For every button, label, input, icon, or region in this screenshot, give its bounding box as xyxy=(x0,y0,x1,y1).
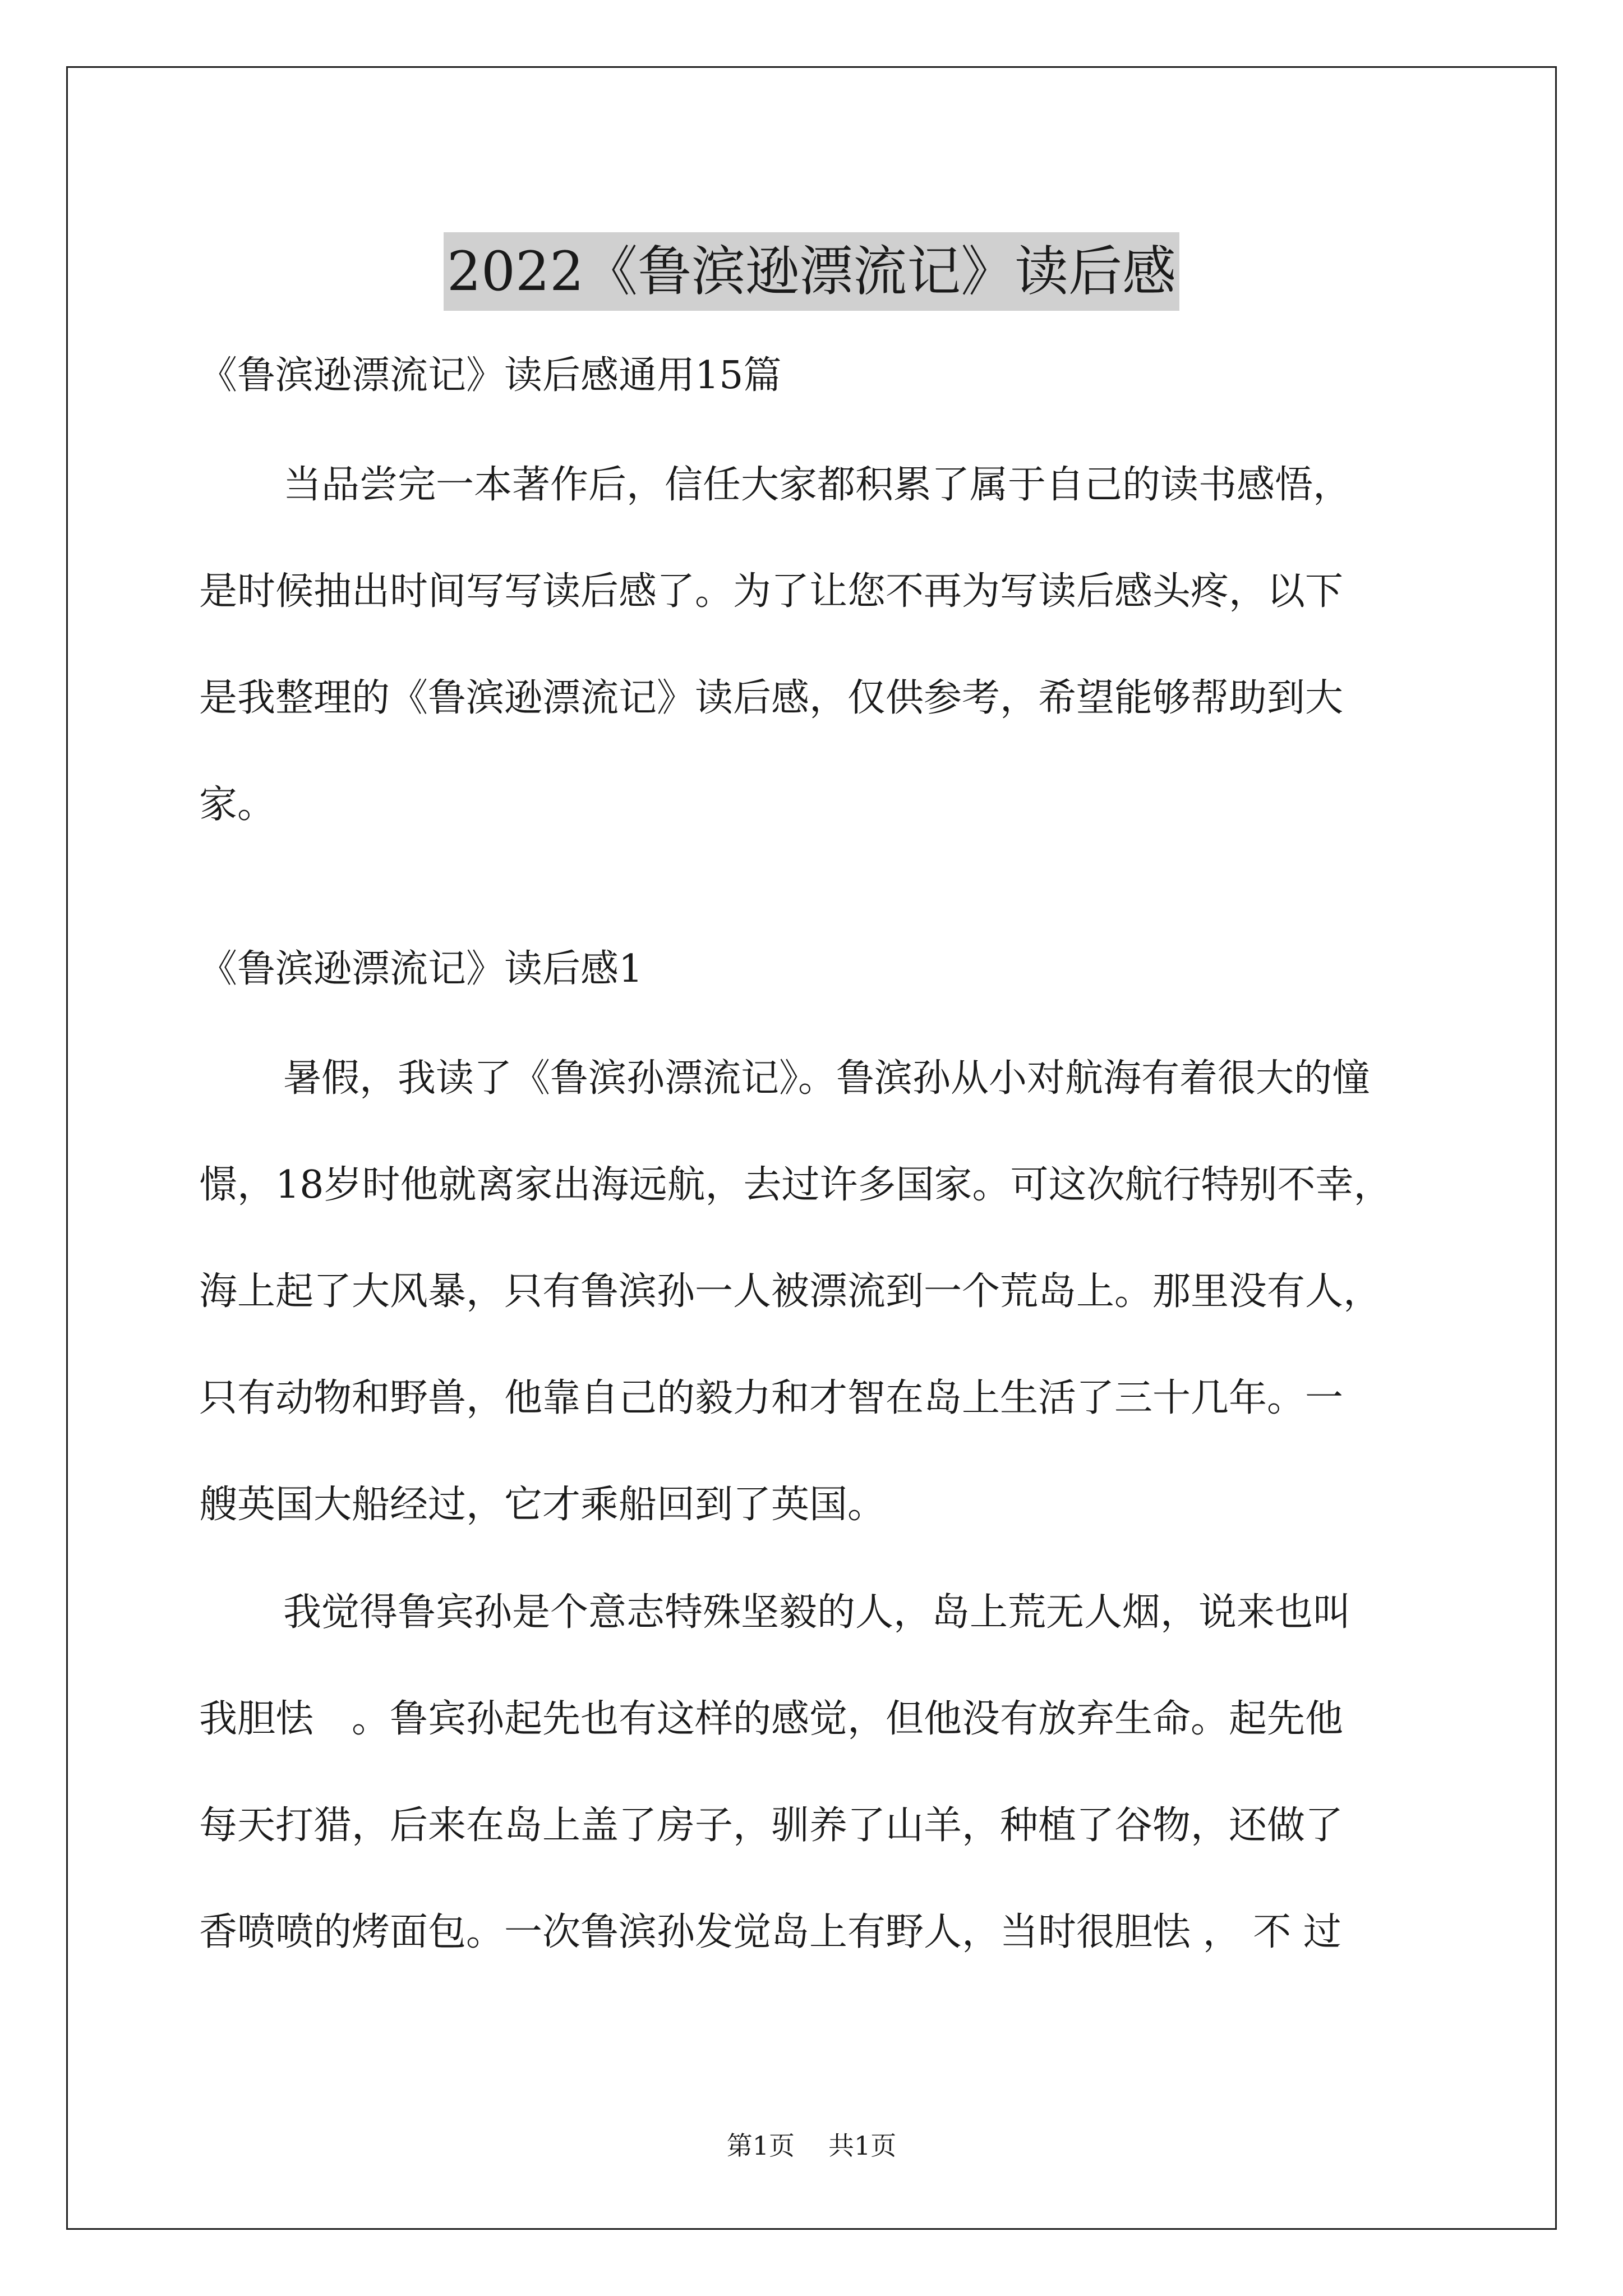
intro-line: 当品尝完一本著作后，信任大家都积累了属于自己的读书感悟， xyxy=(283,463,1352,507)
paragraph-line: 海上起了大风暴，只有鲁滨孙一人被漂流到一个荒岛上。那里没有人， xyxy=(199,1269,1382,1314)
paragraph-line: 我胆怯 。鲁宾孙起先也有这样的感觉，但他没有放弃生命。起先他 xyxy=(199,1697,1344,1741)
intro-line: 是我整理的《鲁滨逊漂流记》读后感，仅供参考，希望能够帮助到大 xyxy=(199,676,1344,720)
paragraph-line: 只有动物和野兽，他靠自己的毅力和才智在岛上生活了三十几年。一 xyxy=(199,1376,1344,1420)
intro-line: 家。 xyxy=(199,783,276,827)
document-title: 2022《鲁滨逊漂流记》读后感 xyxy=(444,232,1179,311)
paragraph-line: 艘英国大船经过，它才乘船回到了英国。 xyxy=(199,1483,886,1527)
paragraph-line: 我觉得鲁宾孙是个意志特殊坚毅的人，岛上荒无人烟，说来也叫 xyxy=(283,1590,1352,1635)
document-subtitle: 《鲁滨逊漂流记》读后感通用15篇 xyxy=(199,353,782,398)
paragraph-line: 香喷喷的烤面包。一次鲁滨孙发觉岛上有野人，当时很胆怯 ， 不 过 xyxy=(199,1910,1341,1954)
page-footer xyxy=(0,2129,1623,2162)
page-number-total: 共1页 xyxy=(828,2131,897,2161)
paragraph-line: 每天打猎，后来在岛上盖了房子，驯养了山羊，种植了谷物，还做了 xyxy=(199,1803,1344,1848)
paragraph-line: 暑假，我读了《鲁滨孙漂流记》。鲁滨孙从小对航海有着很大的憧 xyxy=(283,1056,1371,1101)
intro-line: 是时候抽出时间写写读后感了。为了让您不再为写读后感头疼，以下 xyxy=(199,569,1344,614)
page-number-current: 第1页 xyxy=(726,2131,795,2161)
paragraph-line: 憬，18岁时他就离家出海远航，去过许多国家。可这次航行特别不幸， xyxy=(199,1163,1392,1207)
section-heading: 《鲁滨逊漂流记》读后感1 xyxy=(199,947,643,991)
title-container xyxy=(0,196,1623,347)
